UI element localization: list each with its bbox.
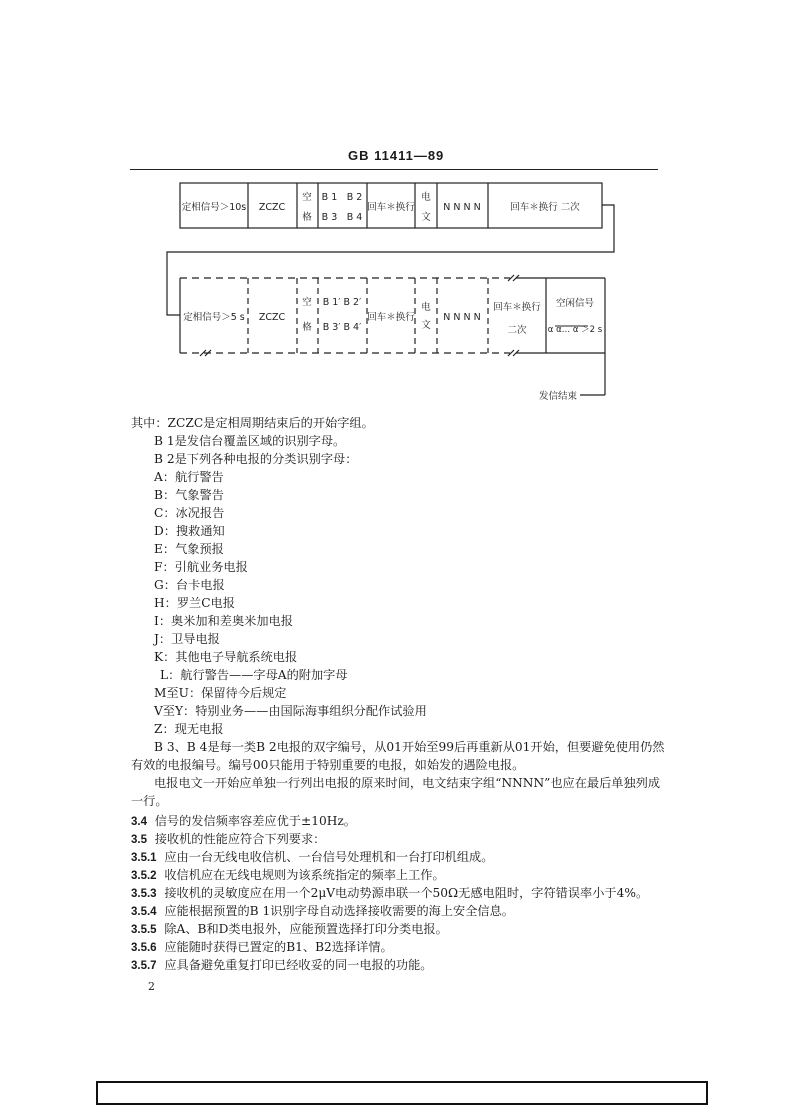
section-3-5-1 <box>131 851 493 865</box>
body-paragraph-line: 有效的电报编号。编号00只能用于特别重要的电报，如始发的遇险电报。 <box>131 758 525 772</box>
section-text: 应具备避免重复打印已经收妥的同一电报的功能。 <box>164 958 433 972</box>
body-line-0: 其中：ZCZC是定相周期结束后的开始字组。 <box>131 416 374 430</box>
section-3-5-7 <box>131 959 432 973</box>
category-item: V至Y：特别业务——由国际海事组织分配作试验用 <box>154 704 427 718</box>
section-text: 除A、B和D类电报外，应能预置选择打印分类电报。 <box>164 922 448 936</box>
category-item: M至U：保留待今后规定 <box>154 686 287 700</box>
top-cell-space-2: 格 <box>302 212 312 223</box>
section-text: 接收机的性能应符合下列要求： <box>154 832 326 846</box>
body-paragraph-line: 电报电文一开始应单独一行列出电报的原来时间，电文结束字组“NNNN”也应在最后单独列成 <box>154 776 661 790</box>
category-item: A：航行警告 <box>154 470 224 484</box>
top-cell-space-1: 空 <box>302 192 312 203</box>
top-cell-text-2: 文 <box>421 212 431 223</box>
category-item: F：引航业务电报 <box>154 560 248 574</box>
section-3-5-5 <box>131 923 448 937</box>
top-cell-b1b2: B 1 B 2 <box>321 192 363 203</box>
section-3-5 <box>131 833 325 847</box>
section-text: 信号的发信频率容差应优于±10Hz。 <box>154 814 356 828</box>
category-item: Z：现无电报 <box>154 722 224 736</box>
flow-connector <box>167 205 614 315</box>
top-cell-crlf: 回车＊换行 <box>367 202 415 213</box>
transmission-end-label: 发信结束 <box>538 391 577 402</box>
bottom-cell-b3b4: B 3′ B 4′ <box>322 322 362 333</box>
bottom-cell-space-2: 格 <box>302 322 312 333</box>
section-number: 3.5.1 <box>131 852 157 864</box>
section-text: 接收机的灵敏度应在用一个2μV电动势源串联一个50Ω无感电阻时，字符错误率小于4%。 <box>164 886 649 900</box>
body-paragraph-line: B 3、B 4是每一类B 2电报的双字编号，从01开始至99后再重新从01开始，但要避免使用仍然 <box>154 740 665 754</box>
bottom-cell-phasing: 定相信号＞5 s <box>183 312 245 323</box>
category-item: C：冰况报告 <box>154 506 225 520</box>
body-line-2: B 2是下列各种电报的分类识别字母： <box>154 452 358 466</box>
section-number: 3.5 <box>131 834 147 846</box>
section-3-4 <box>131 815 356 829</box>
category-item: I：奥米加和差奥米加电报 <box>154 614 293 628</box>
top-cell-crlf-twice: 回车＊换行 二次 <box>510 202 580 213</box>
top-cell-zczc: ZCZC <box>258 202 286 213</box>
top-cell-phasing: 定相信号＞10s <box>181 202 247 213</box>
category-item: G：台卡电报 <box>154 578 225 592</box>
section-number: 3.5.6 <box>131 942 157 954</box>
bottom-cell-zczc: ZCZC <box>258 312 286 323</box>
bottom-frame <box>96 1081 708 1105</box>
category-item: H：罗兰C电报 <box>154 596 235 610</box>
top-cell-b3b4: B 3 B 4 <box>321 212 363 223</box>
section-number: 3.5.5 <box>131 924 157 936</box>
section-3-5-3 <box>131 887 648 901</box>
bottom-cell-b1b2: B 1′ B 2′ <box>322 297 362 308</box>
page-number: 2 <box>148 980 155 993</box>
category-item: L：航行警告——字母A的附加字母 <box>160 668 348 682</box>
body-paragraph-line: 一行。 <box>131 794 168 808</box>
category-item: B：气象警告 <box>154 488 224 502</box>
bottom-cell-space-1: 空 <box>302 297 312 308</box>
section-3-5-2 <box>131 869 445 883</box>
section-number: 3.5.4 <box>131 906 157 918</box>
bottom-cell-crlf-b: 二次 <box>507 325 527 336</box>
body-line-1: B 1是发信台覆盖区域的识别字母。 <box>154 434 346 448</box>
section-text: 应能根据预置的B 1识别字母自动选择接收需要的海上安全信息。 <box>164 904 514 918</box>
section-number: 3.5.2 <box>131 870 157 882</box>
category-item: J：卫导电报 <box>154 632 220 646</box>
section-number: 3.5.7 <box>131 960 157 972</box>
section-text: 应由一台无线电收信机、一台信号处理机和一台打印机组成。 <box>164 850 494 864</box>
category-item: K：其他电子导航系统电报 <box>154 650 298 664</box>
bottom-cell-crlf-a: 回车＊换行 <box>493 302 541 313</box>
message-format-diagram <box>0 0 800 410</box>
bottom-cell-idle: 空闲信号 <box>555 298 595 309</box>
bottom-cell-alpha: α α… α ＞2 s <box>547 325 603 335</box>
section-3-5-6 <box>131 941 393 955</box>
section-number: 3.4 <box>131 816 147 828</box>
section-text: 收信机应在无线电规则为该系统指定的频率上工作。 <box>164 868 445 882</box>
section-text: 应能随时获得已置定的B1、B2选择详情。 <box>164 940 393 954</box>
top-cell-nnnn: N N N N <box>443 202 481 213</box>
bottom-cell-crlf: 回车＊换行 <box>367 312 415 323</box>
section-3-5-4 <box>131 905 514 919</box>
bottom-cell-text-1: 电 <box>421 302 431 313</box>
category-item: E：气象预报 <box>154 542 224 556</box>
standard-number: GB 11411—89 <box>348 148 445 163</box>
top-cell-text-1: 电 <box>421 192 431 203</box>
bottom-row <box>180 275 605 395</box>
section-number: 3.5.3 <box>131 888 157 900</box>
bottom-cell-nnnn: N N N N <box>443 312 481 323</box>
bottom-cell-text-2: 文 <box>421 320 431 331</box>
category-item: D：搜救通知 <box>154 524 225 538</box>
